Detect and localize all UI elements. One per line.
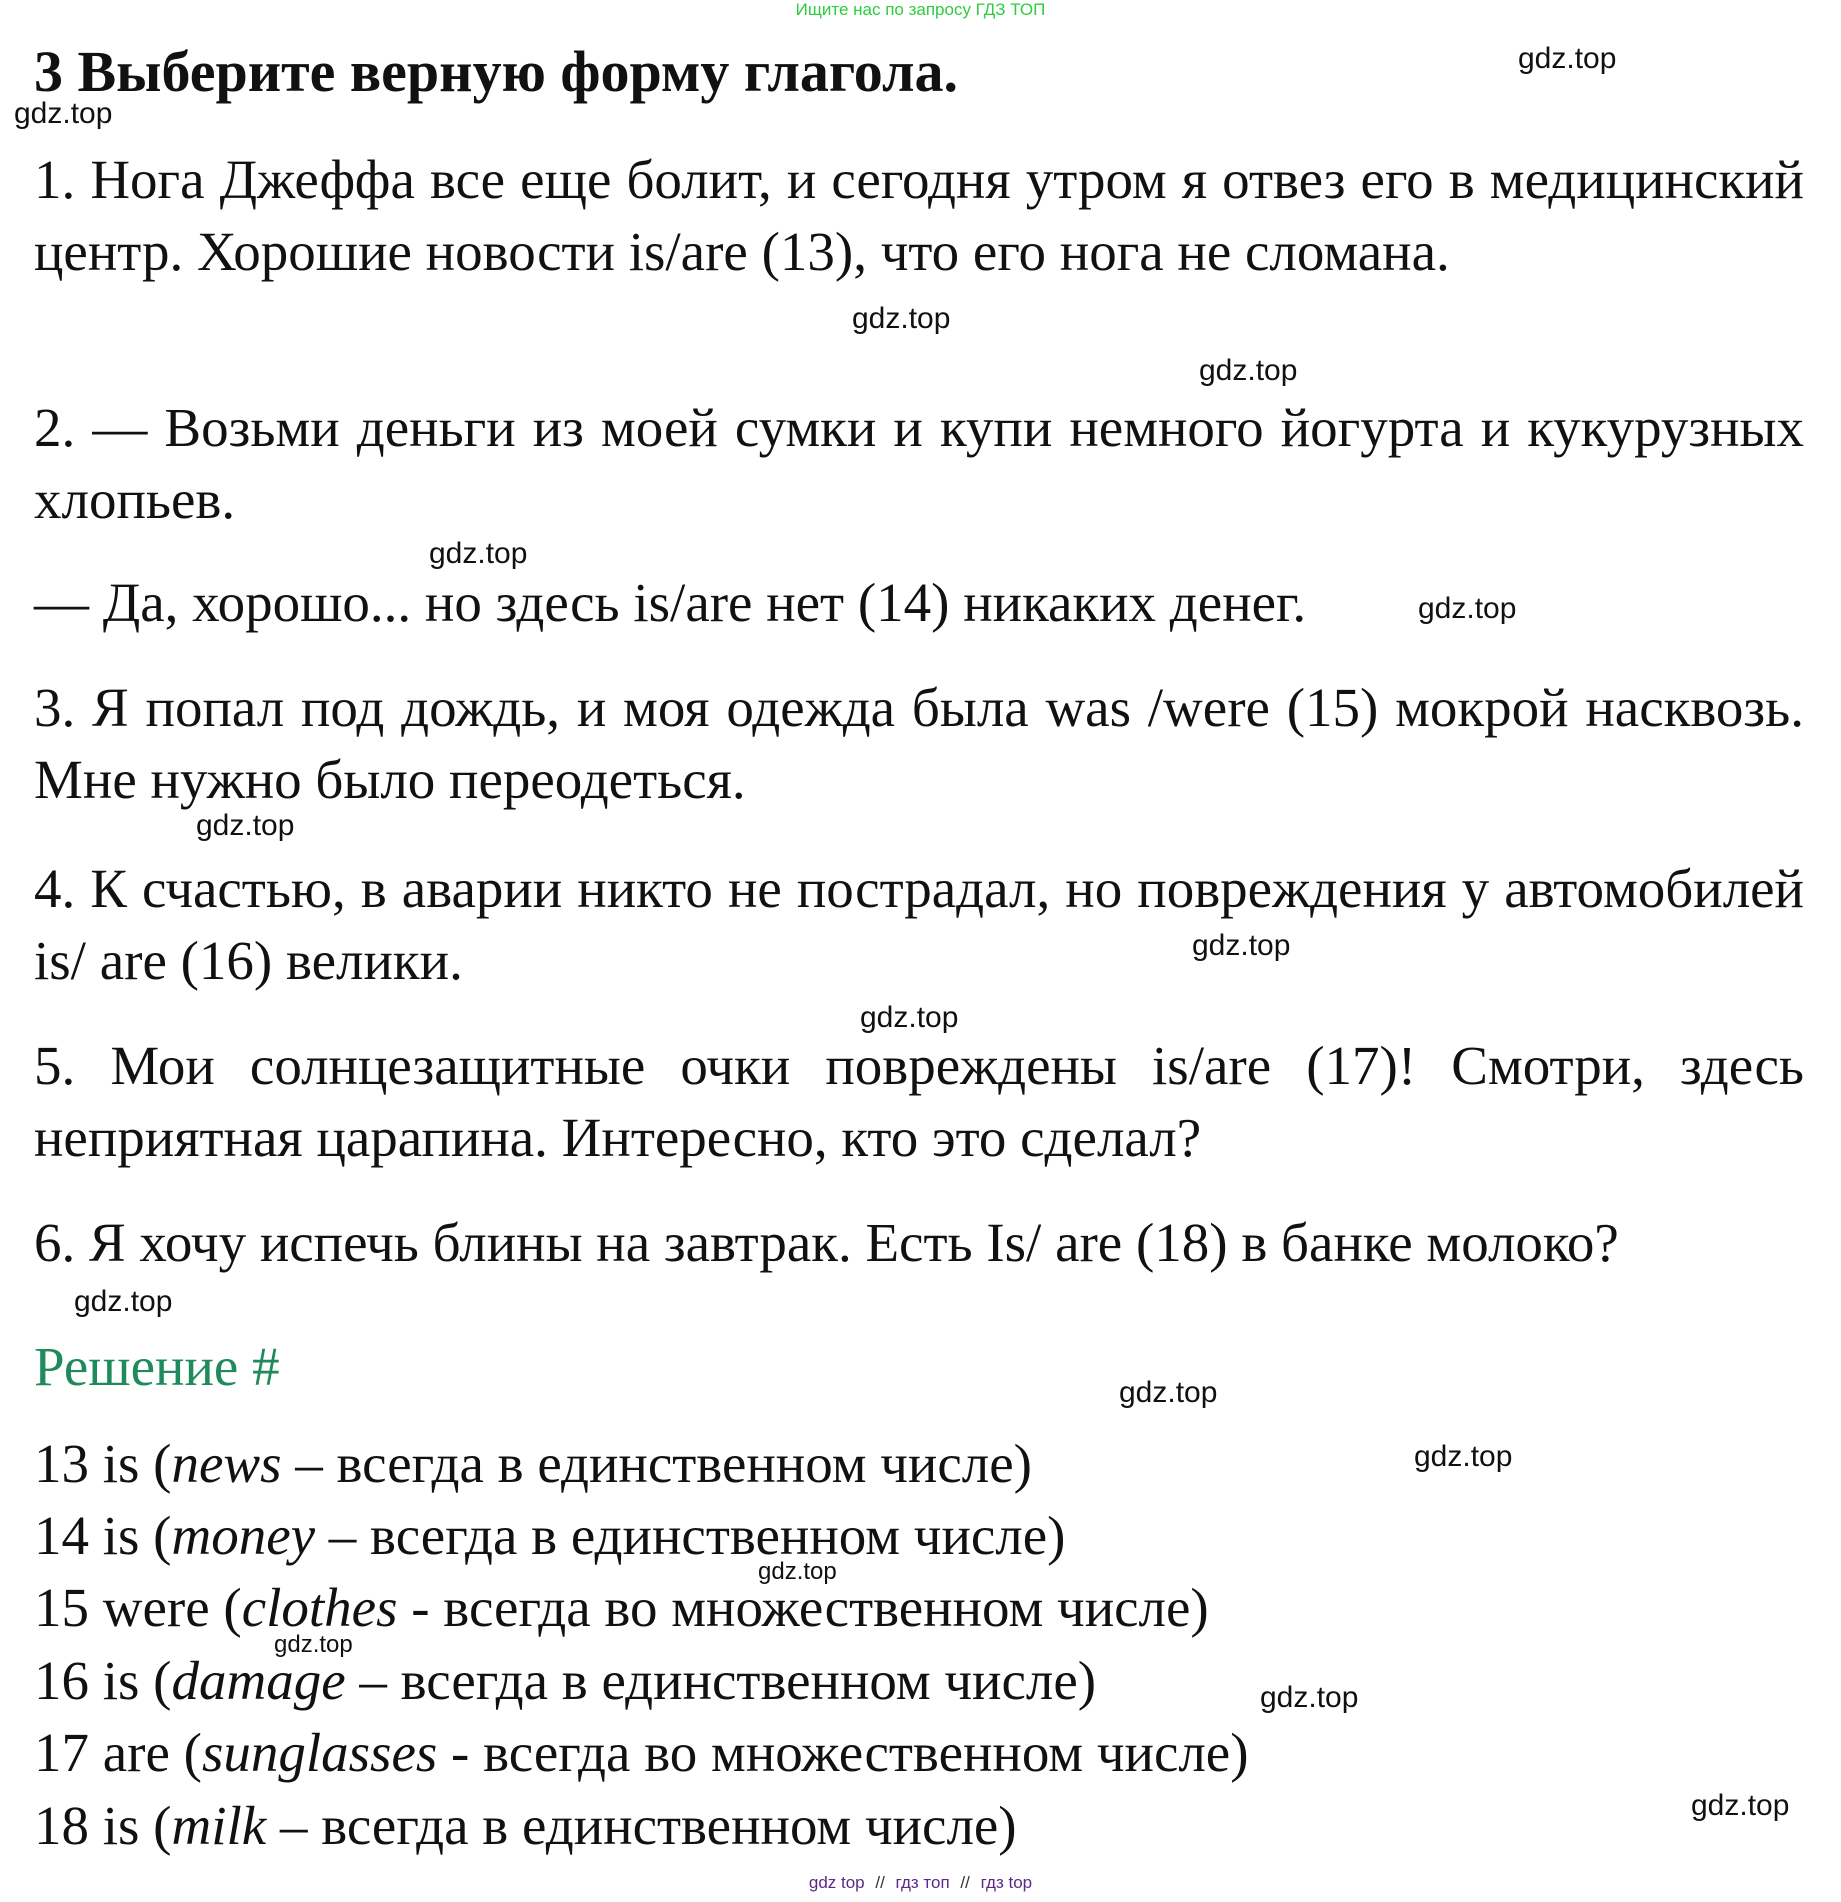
answer-word: sunglasses bbox=[201, 1722, 438, 1783]
answer-rest: - всегда во множественном числе) bbox=[437, 1722, 1249, 1783]
answer-prefix: 16 is ( bbox=[34, 1650, 172, 1711]
answer-rest: - всегда во множественном числе) bbox=[397, 1577, 1209, 1638]
watermark: gdz.top bbox=[1414, 1440, 1513, 1473]
watermark: gdz.top bbox=[196, 809, 295, 842]
watermark: gdz.top bbox=[758, 1558, 837, 1585]
bottom-banner-link[interactable]: гдз top bbox=[980, 1873, 1033, 1892]
answer-word: news bbox=[171, 1433, 282, 1494]
answer-prefix: 14 is ( bbox=[34, 1505, 172, 1566]
task-item-3: 3. Я попал под дождь, и моя одежда была was /were (15) мокрой насквозь. Мне нужно было переодеться. bbox=[34, 677, 1804, 810]
answer-17 bbox=[34, 1717, 1249, 1789]
solution-heading: Решение # bbox=[34, 1336, 280, 1397]
answer-rest: – всегда в единственном числе) bbox=[281, 1433, 1032, 1494]
answer-18 bbox=[34, 1790, 1017, 1862]
page-title: 3 Выберите верную форму глагола. bbox=[34, 39, 959, 104]
bottom-banner-link[interactable]: gdz top bbox=[808, 1873, 865, 1892]
answer-13 bbox=[34, 1428, 1032, 1500]
answer-14 bbox=[34, 1500, 1065, 1572]
answer-word: money bbox=[171, 1505, 316, 1566]
bottom-banner-separator: // bbox=[875, 1873, 885, 1892]
answer-rest: – всегда в единственном числе) bbox=[345, 1650, 1097, 1711]
answer-prefix: 15 were ( bbox=[34, 1577, 242, 1638]
answer-16 bbox=[34, 1645, 1096, 1717]
top-banner: Ищите нас по запросу ГДЗ ТОП bbox=[795, 0, 1046, 19]
watermark: gdz.top bbox=[1518, 42, 1617, 75]
watermark: gdz.top bbox=[860, 1001, 959, 1034]
bottom-banner bbox=[0, 1872, 1841, 1894]
watermark: gdz.top bbox=[274, 1631, 353, 1658]
watermark: gdz.top bbox=[74, 1285, 173, 1318]
bottom-banner-link[interactable]: гдз топ bbox=[895, 1873, 950, 1892]
bottom-banner-separator: // bbox=[960, 1873, 970, 1892]
answer-prefix: 18 is ( bbox=[34, 1795, 172, 1856]
watermark: gdz.top bbox=[1199, 354, 1298, 387]
watermark: gdz.top bbox=[1691, 1789, 1790, 1822]
answer-prefix: 17 are ( bbox=[34, 1722, 202, 1783]
answer-word: milk bbox=[171, 1795, 267, 1856]
answer-rest: – всегда в единственном числе) bbox=[315, 1505, 1066, 1566]
watermark: gdz.top bbox=[852, 302, 951, 335]
watermark: gdz.top bbox=[1418, 592, 1517, 625]
watermark: gdz.top bbox=[14, 97, 113, 130]
task-item-5: 5. Мои солнцезащитные очки повреждены is/are (17)! Смотри, здесь неприятная царапина. Интересно, кто это сделал? bbox=[34, 1035, 1804, 1168]
task-item-2-reply: — Да, хорошо... но здесь is/are нет (14) никаких денег. bbox=[34, 572, 1307, 633]
task-item-4: 4. К счастью, в аварии никто не пострадал, но повреждения у автомобилей is/ are (16) велики. bbox=[34, 858, 1804, 991]
watermark: gdz.top bbox=[429, 537, 528, 570]
answer-word: damage bbox=[171, 1650, 346, 1711]
task-item-2: 2. — Возьми деньги из моей сумки и купи немного йогурта и кукурузных хлопьев. bbox=[34, 397, 1804, 530]
task-item-1: 1. Нога Джеффа все еще болит, и сегодня утром я отвез его в медицинский центр. Хорошие новости is/are (13), что его нога не сломана. bbox=[34, 149, 1804, 282]
answer-word: clothes bbox=[241, 1577, 398, 1638]
watermark: gdz.top bbox=[1119, 1376, 1218, 1409]
watermark: gdz.top bbox=[1192, 929, 1291, 962]
watermark: gdz.top bbox=[1260, 1681, 1359, 1714]
task-item-6: 6. Я хочу испечь блины на завтрак. Есть Is/ are (18) в банке молоко? bbox=[34, 1212, 1619, 1273]
answer-rest: – всегда в единственном числе) bbox=[266, 1795, 1017, 1856]
answer-15 bbox=[34, 1572, 1209, 1644]
answer-prefix: 13 is ( bbox=[34, 1433, 172, 1494]
